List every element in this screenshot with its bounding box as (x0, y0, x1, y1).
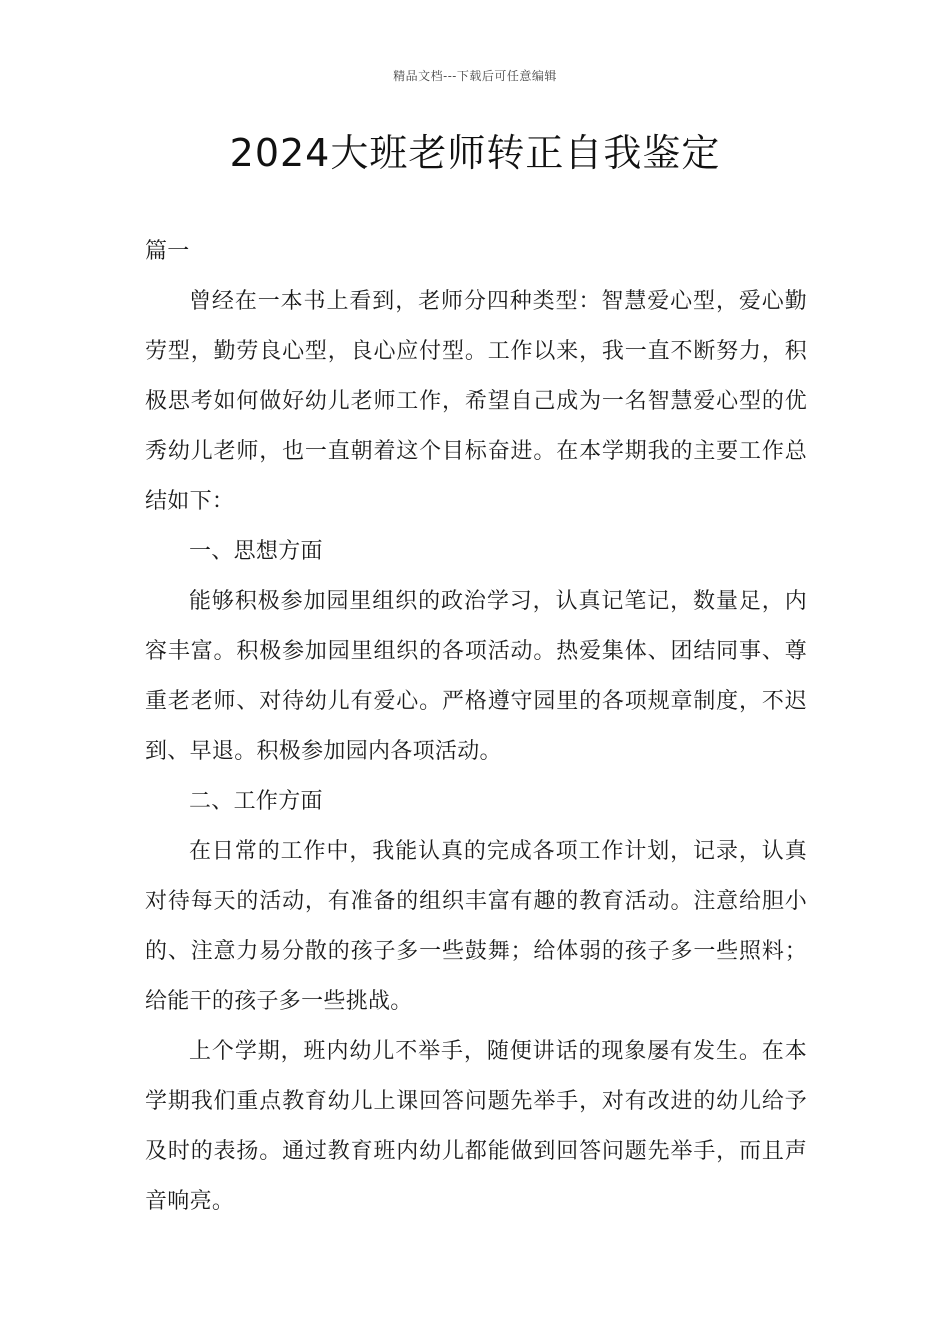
section-label: 篇一 (145, 239, 190, 264)
heading-work: 二、工作方面 (189, 789, 323, 814)
document-body (145, 227, 807, 1227)
document-title: 2024大班老师转正自我鉴定 (229, 131, 721, 175)
paragraph-intro: 曾经在一本书上看到，老师分四种类型：智慧爱心型，爱心勤劳型，勤劳良心型，良心应付型。工作以来，我一直不断努力，积极思考如何做好幼儿老师工作，希望自己成为一名智慧爱心型的优秀幼儿老师，也一直朝着这个目标奋进。在本学期我的主要工作总结如下： (145, 289, 807, 514)
paragraph-last-term: 上个学期，班内幼儿不举手，随便讲话的现象屡有发生。在本学期我们重点教育幼儿上课回答问题先举手，对有改进的幼儿给予及时的表扬。通过教育班内幼儿都能做到回答问题先举手，而且声音响亮。 (145, 1039, 807, 1214)
heading-thought: 一、思想方面 (189, 539, 323, 564)
paragraph-thought: 能够积极参加园里组织的政治学习，认真记笔记，数量足，内容丰富。积极参加园里组织的各项活动。热爱集体、团结同事、尊重老老师、对待幼儿有爱心。严格遵守园里的各项规章制度，不迟到、早退。积极参加园内各项活动。 (145, 589, 807, 764)
header-note: 精品文档---下载后可任意编辑 (393, 69, 557, 83)
paragraph-work: 在日常的工作中，我能认真的完成各项工作计划，记录，认真对待每天的活动，有准备的组织丰富有趣的教育活动。注意给胆小的、注意力易分散的孩子多一些鼓舞；给体弱的孩子多一些照料；给能干的孩子多一些挑战。 (145, 839, 807, 1014)
